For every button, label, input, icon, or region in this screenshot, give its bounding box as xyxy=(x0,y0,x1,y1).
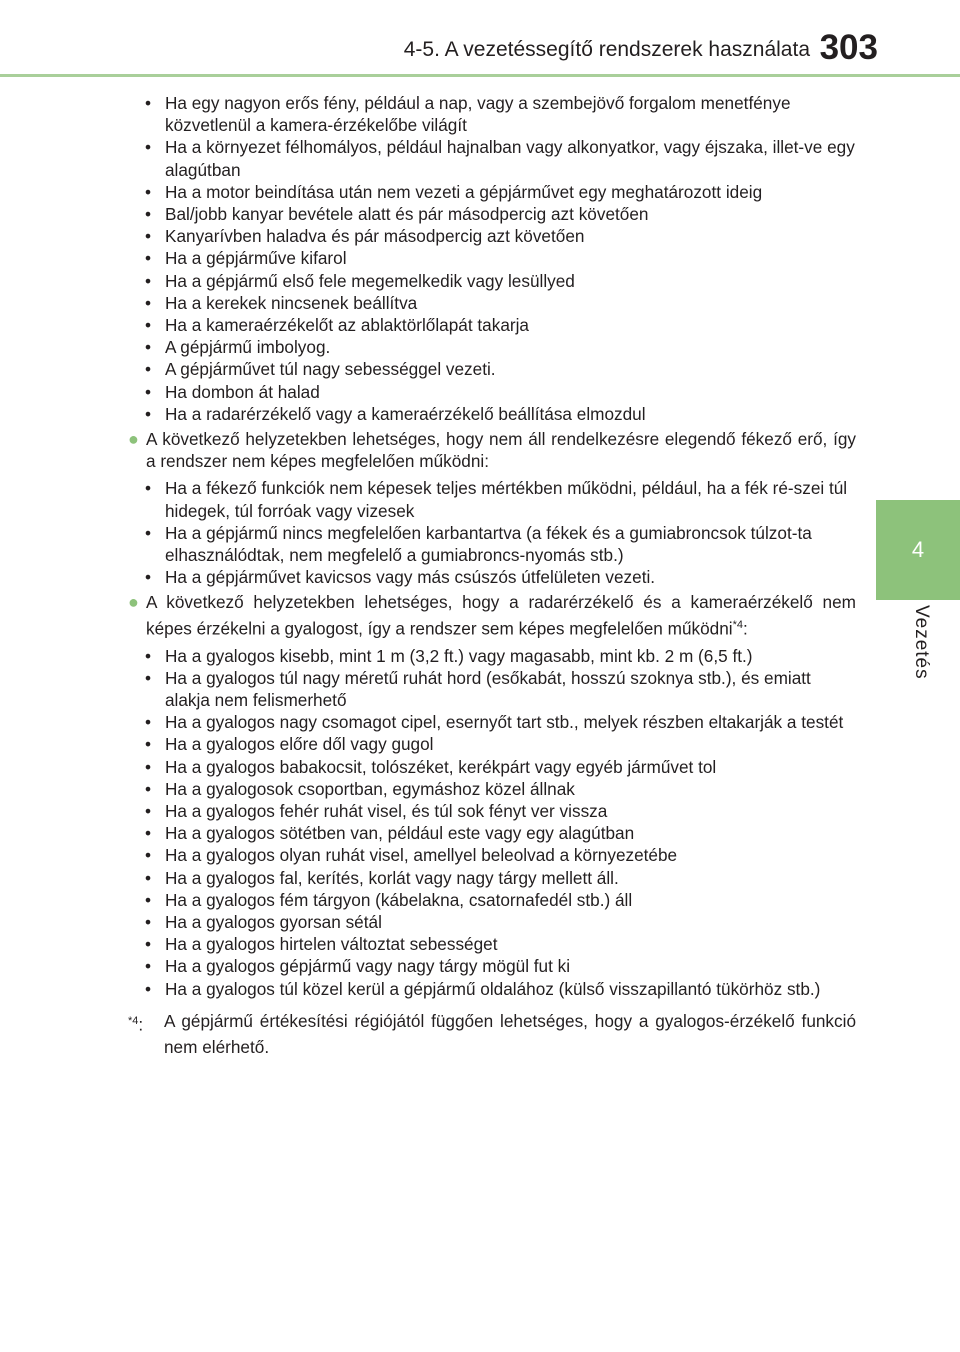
bullet-icon: • xyxy=(145,667,152,688)
bullet-icon: • xyxy=(145,204,152,225)
list-item xyxy=(145,933,856,955)
list-item-text: Bal/jobb kanyar bevétele alatt és pár másodpercig azt követően xyxy=(165,204,649,225)
bullet-icon: • xyxy=(145,337,152,358)
list-item xyxy=(145,136,856,180)
header-section-title: 4-5. A vezetéssegítő rendszerek használata xyxy=(403,38,810,61)
bullet-icon: • xyxy=(145,889,152,910)
list-item-text: Ha a gyalogos gépjármű vagy nagy tárgy mögül fut ki xyxy=(165,956,571,977)
paragraph-braking xyxy=(128,428,856,472)
paragraph-pedestrian-suffix: : xyxy=(743,618,748,639)
list-item xyxy=(145,203,856,225)
footnote-text: A gépjármű értékesítési régiójától függően lehetséges, hogy a gyalogos-érzékelő funkció nem elérhető. xyxy=(164,1010,856,1057)
bullet-icon: • xyxy=(145,978,152,999)
list-item xyxy=(145,292,856,314)
list-item-text: Ha a gépjármű nincs megfelelően karbantartva (a fékek és a gumiabroncsok túlzot-ta elhasználódtak, nem megfelelő a gumiabroncs-nyomás stb.) xyxy=(165,522,812,566)
list-item-text: Ha a gépjármű első fele megemelkedik vagy lesüllyed xyxy=(165,270,575,291)
list-item xyxy=(145,955,856,977)
bullet-icon: • xyxy=(145,712,152,733)
bullet-icon: • xyxy=(145,478,152,499)
list-item xyxy=(145,889,856,911)
footnote-mark-suffix: : xyxy=(138,1014,144,1035)
footnote xyxy=(128,1008,856,1060)
list-item-text: Ha a gyalogos túl nagy méretű ruhát hord (esőkabát, hosszú szoknya stb.), és emiatt alakja nem felismerhető xyxy=(165,667,811,711)
bullet-icon: • xyxy=(145,93,152,113)
bullet-icon: • xyxy=(145,315,152,336)
bullet-icon: • xyxy=(145,522,152,543)
list-item xyxy=(145,336,856,358)
list-item-text: Ha a gyalogos fal, kerítés, korlát vagy nagy tárgy mellett áll. xyxy=(165,867,619,888)
list-item-text: Ha a gépjárművet kavicsos vagy más csúszós útfelületen vezeti. xyxy=(165,567,656,588)
list-item-text: Ha a gyalogos olyan ruhát visel, amellyel beleolvad a környezetébe xyxy=(165,845,678,866)
list-item-text: Ha a gépjárműve kifarol xyxy=(165,248,347,269)
list-item-text: Ha a gyalogos babakocsit, tolószéket, kerékpárt vagy egyéb járművet tol xyxy=(165,756,717,777)
chapter-tab xyxy=(876,500,960,600)
bullet-icon: • xyxy=(145,867,152,888)
list-item-text: Ha a gyalogos gyorsan sétál xyxy=(165,912,382,933)
list-item-text: Ha a gyalogos sötétben van, például este vagy egy alagútban xyxy=(165,823,635,844)
list-item xyxy=(145,477,856,521)
list-item xyxy=(145,867,856,889)
list-item xyxy=(145,911,856,933)
list-item-text: Ha a környezet félhomályos, például hajnalban vagy alkonyatkor, vagy éjszaka, illet-ve egy alagútban xyxy=(165,137,855,180)
conditions-list-camera xyxy=(128,92,856,425)
list-item-text: Ha a gyalogos kisebb, mint 1 m (3,2 ft.) vagy magasabb, mint kb. 2 m (6,5 ft.) xyxy=(165,645,753,666)
list-item-text: Ha a gyalogos fém tárgyon (kábelakna, csatornafedél stb.) áll xyxy=(165,889,633,910)
list-item-text: A gépjármű imbolyog. xyxy=(165,337,331,358)
footnote-mark-wrap xyxy=(128,1008,143,1038)
list-item xyxy=(145,645,856,667)
list-item xyxy=(145,978,856,1000)
list-item xyxy=(145,247,856,269)
page-number: 303 xyxy=(819,28,878,67)
page-content xyxy=(128,92,856,1060)
bullet-icon: • xyxy=(145,226,152,247)
chapter-number: 4 xyxy=(911,537,925,562)
bullet-icon: • xyxy=(145,956,152,977)
list-item-text: Ha a gyalogos nagy csomagot cipel, esernyőt tart stb., melyek részben eltakarják a testét xyxy=(165,712,844,733)
list-item-text: Ha a fékező funkciók nem képesek teljes mértékben működni, például, ha a fék ré-szei túl hidegek, túl forróak vagy vizesek xyxy=(165,478,848,521)
paragraph-pedestrian xyxy=(128,591,856,639)
list-item-text: Ha a kameraérzékelőt az ablaktörlőlapát takarja xyxy=(165,315,529,336)
list-item xyxy=(145,403,856,425)
footnote-reference: *4 xyxy=(732,618,744,631)
list-item-text: Ha a radarérzékelő vagy a kameraérzékelő beállítása elmozdul xyxy=(165,403,646,424)
bullet-icon: • xyxy=(145,734,152,755)
bullet-icon: • xyxy=(145,756,152,777)
bullet-icon: • xyxy=(145,778,152,799)
paragraph-braking-text: A következő helyzetekben lehetséges, hogy nem áll rendelkezésre elegendő fékező erő, így a rendszer nem képes megfelelően működni: xyxy=(146,429,856,472)
list-item xyxy=(145,566,856,588)
list-item xyxy=(145,844,856,866)
bullet-icon: • xyxy=(145,801,152,822)
list-item xyxy=(145,756,856,778)
list-item-text: A gépjárművet túl nagy sebességgel vezeti. xyxy=(165,359,496,380)
bullet-icon: • xyxy=(145,381,152,402)
list-item-text: Ha dombon át halad xyxy=(165,381,320,402)
paragraph-pedestrian-text: A következő helyzetekben lehetséges, hogy a radarérzékelő és a kameraérzékelő nem képes érzékelni a gyalogost, így a rendszer sem képes megfelelően működni xyxy=(146,592,856,639)
bullet-icon: • xyxy=(145,645,152,666)
header-divider xyxy=(0,74,960,77)
list-item xyxy=(145,522,856,566)
paragraph-bullet-icon: ● xyxy=(128,429,139,450)
bullet-icon: • xyxy=(145,912,152,933)
list-item xyxy=(145,381,856,403)
bullet-icon: • xyxy=(145,845,152,866)
conditions-list-braking xyxy=(128,477,856,588)
conditions-list-pedestrian xyxy=(128,645,856,1000)
paragraph-bullet-icon: ● xyxy=(128,592,139,613)
bullet-icon: • xyxy=(145,181,152,202)
list-item xyxy=(145,92,856,136)
bullet-icon: • xyxy=(145,567,152,588)
list-item xyxy=(145,225,856,247)
bullet-icon: • xyxy=(145,248,152,269)
list-item xyxy=(145,800,856,822)
list-item xyxy=(145,358,856,380)
bullet-icon: • xyxy=(145,823,152,844)
list-item-text: Ha a motor beindítása után nem vezeti a gépjárművet egy meghatározott ideig xyxy=(165,181,763,202)
bullet-icon: • xyxy=(145,934,152,955)
bullet-icon: • xyxy=(145,403,152,424)
bullet-icon: • xyxy=(145,270,152,291)
footnote-mark: *4 xyxy=(128,1014,139,1027)
bullet-icon: • xyxy=(145,137,152,158)
list-item xyxy=(145,270,856,292)
list-item-text: Ha a kerekek nincsenek beállítva xyxy=(165,292,418,313)
list-item xyxy=(145,667,856,711)
list-item xyxy=(145,778,856,800)
list-item-text: Kanyarívben haladva és pár másodpercig azt követően xyxy=(165,226,585,247)
list-item-text: Ha egy nagyon erős fény, például a nap, vagy a szembejövő forgalom menetfénye közvetlenül a kamera-érzékelőbe világít xyxy=(165,93,791,136)
list-item xyxy=(145,711,856,733)
bullet-icon: • xyxy=(145,359,152,380)
list-item-text: Ha a gyalogos túl közel kerül a gépjármű oldalához (külső visszapillantó tükörhöz stb.) xyxy=(165,978,821,999)
list-item xyxy=(145,181,856,203)
list-item xyxy=(145,822,856,844)
list-item-text: Ha a gyalogos előre dől vagy gugol xyxy=(165,734,434,755)
bullet-icon: • xyxy=(145,292,152,313)
list-item-text: Ha a gyalogos hirtelen változtat sebességet xyxy=(165,934,498,955)
chapter-label: Vezetés xyxy=(911,605,932,680)
list-item-text: Ha a gyalogosok csoportban, egymáshoz közel állnak xyxy=(165,778,575,799)
list-item-text: Ha a gyalogos fehér ruhát visel, és túl sok fényt ver vissza xyxy=(165,801,608,822)
list-item xyxy=(145,314,856,336)
list-item xyxy=(145,733,856,755)
